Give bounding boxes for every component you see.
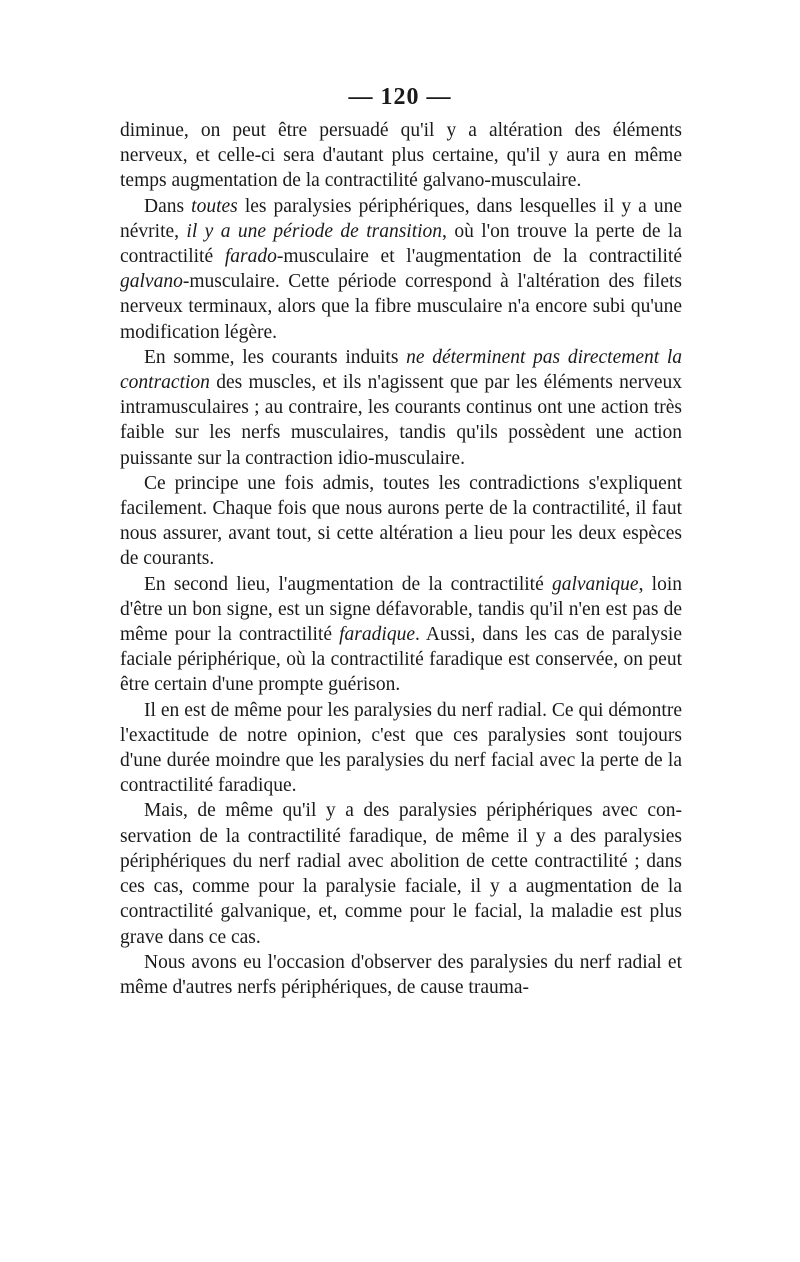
italic-phrase: galvano (120, 271, 183, 293)
paragraph (120, 118, 682, 194)
paragraph (120, 572, 682, 698)
text-run: En second lieu, l'augmentation de la contractilité (144, 573, 552, 595)
text-run: Ce principe une fois admis, toutes les contradictions s'expliquent facilement. Chaque fois que nous aurons perte de la contractilité, il faut nous assurer, avant tout, si cette altération a lieu pour les deux espèces de courants. (120, 472, 682, 570)
paragraph (120, 471, 682, 572)
italic-phrase: il y a une période de transition (186, 220, 443, 242)
italic-phrase: faradique (339, 624, 415, 646)
text-run: , loin d'être un bon signe, est un signe défavorable, tandis qu'il n'en est pas de même pour la contractilité (120, 573, 682, 646)
page-number: — 120 — (348, 84, 452, 110)
paragraph (120, 798, 682, 949)
text-run: diminue, on peut être persuadé qu'il y a altération des éléments nerveux, et celle-ci sera d'autant plus certaine, qu'il y aura en même temps augmentation de la contractilité galvano-musculaire. (120, 120, 682, 192)
italic-phrase: galvanique (551, 573, 639, 595)
text-run: Dans (144, 195, 192, 217)
text-run: des muscles, et ils n'agissent que par les éléments nerveux intramusculaires ; au contraire, les courants continus ont une action très faible sur les nerfs musculaires, tandis qu'ils possèdent une action puissante sur la contraction idio-musculaire. (120, 372, 682, 469)
text-run: Mais, de même qu'il y a des paralysies périphériques avec conservation de la contractilité faradique, de même il y a des paralysies périphériques du nerf radial avec abolition de cette contractilité ; dans ces cas, comme pour la paralysie faciale, il y a augmentation de la contractilité galvanique, et, comme pour le facial, la maladie est plus grave dans ce cas. (120, 800, 682, 948)
text-run: -musculaire. Cette période correspond à l'altération des filets nerveux terminaux, alors que la fibre musculaire n'a encore subi qu'une modification légère. (120, 271, 682, 343)
text-run: -musculaire et l'augmentation de la contractilité (276, 246, 682, 268)
text-run: . Aussi, dans les cas de paralysie faciale périphérique, où la contractilité faradique est conservée, on peut être certain d'une prompte guérison. (120, 624, 682, 696)
paragraph (120, 194, 682, 345)
body-text (120, 118, 682, 1000)
paragraph (120, 698, 682, 799)
text-run: , où l'on trouve la perte de la contractilité (120, 220, 682, 268)
paragraph (120, 950, 682, 1000)
italic-phrase: ne déterminent pas directement la contraction (120, 346, 682, 394)
text-run: les paralysies périphériques, dans lesquelles il y a une névrite, (120, 195, 683, 242)
text-run: Nous avons eu l'occasion d'observer des paralysies du nerf radial et même d'autres nerfs périphériques, de cause trauma- (120, 951, 682, 998)
paragraph (120, 345, 682, 471)
italic-phrase: toutes (191, 195, 238, 217)
italic-phrase: farado (224, 246, 277, 268)
text-run: Il en est de même pour les paralysies du nerf radial. Ce qui démontre l'exactitude de notre opinion, c'est que ces paralysies sont toujours d'une durée moindre que les paralysies du nerf facial avec la perte de la contractilité faradique. (120, 699, 682, 797)
text-run: En somme, les courants induits (144, 346, 407, 368)
